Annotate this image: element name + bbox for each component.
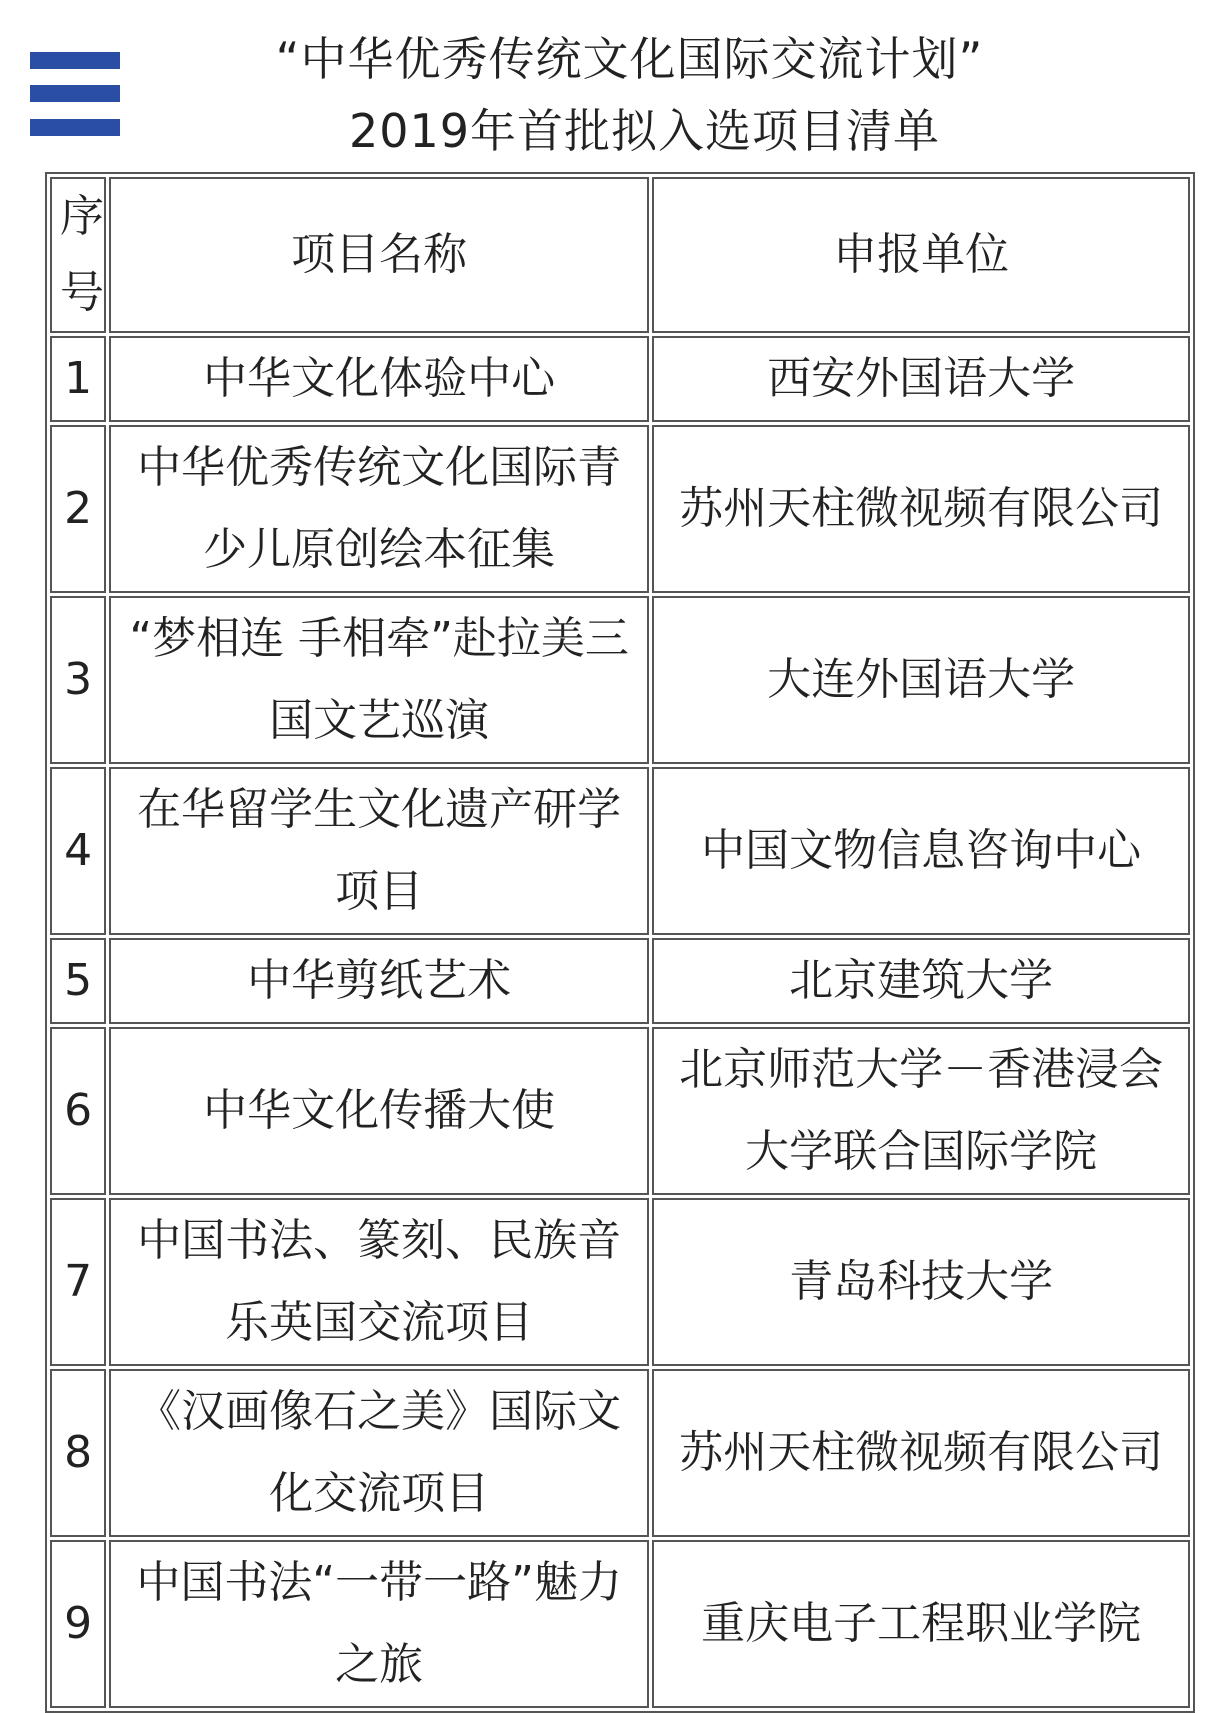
row-applicant-unit: 中国文物信息咨询中心 — [652, 767, 1190, 935]
row-project-name: 在华留学生文化遗产研学项目 — [109, 767, 649, 935]
table-row — [50, 596, 1190, 764]
row-project-name: “梦相连 手相牵”赴拉美三国文艺巡演 — [109, 596, 649, 764]
table-row — [50, 1198, 1190, 1366]
header-serial-number-line2: 号 — [60, 267, 104, 318]
row-project-name: 《汉画像石之美》国际文化交流项目 — [109, 1369, 649, 1537]
table-row — [50, 938, 1190, 1024]
table-row — [50, 1027, 1190, 1195]
table-row — [50, 1540, 1190, 1708]
row-project-name: 中国书法“一带一路”魅力之旅 — [109, 1540, 649, 1708]
row-serial-number: 9 — [50, 1540, 106, 1708]
table-row — [50, 767, 1190, 935]
table-row — [50, 1369, 1190, 1537]
row-applicant-unit: 苏州天柱微视频有限公司 — [652, 425, 1190, 593]
row-project-name: 中华文化体验中心 — [109, 336, 649, 422]
row-serial-number: 7 — [50, 1198, 106, 1366]
row-applicant-unit: 北京师范大学－香港浸会大学联合国际学院 — [652, 1027, 1190, 1195]
header-serial-number-line1: 序 — [60, 191, 104, 242]
row-project-name: 中华文化传播大使 — [109, 1027, 649, 1195]
row-serial-number: 2 — [50, 425, 106, 593]
row-applicant-unit: 重庆电子工程职业学院 — [652, 1540, 1190, 1708]
project-list-table — [45, 172, 1195, 1713]
title-line-2: 2019年首批拟入选项目清单 — [348, 104, 941, 158]
page-title — [0, 28, 1229, 162]
header-project-name: 项目名称 — [109, 177, 649, 333]
row-applicant-unit: 青岛科技大学 — [652, 1198, 1190, 1366]
title-line-1: “中华优秀传统文化国际交流计划” — [275, 32, 984, 86]
row-serial-number: 5 — [50, 938, 106, 1024]
row-serial-number: 8 — [50, 1369, 106, 1537]
table-header-row — [50, 177, 1190, 333]
row-project-name: 中华优秀传统文化国际青少儿原创绘本征集 — [109, 425, 649, 593]
row-applicant-unit: 北京建筑大学 — [652, 938, 1190, 1024]
row-applicant-unit: 西安外国语大学 — [652, 336, 1190, 422]
row-project-name: 中国书法、篆刻、民族音乐英国交流项目 — [109, 1198, 649, 1366]
row-applicant-unit: 苏州天柱微视频有限公司 — [652, 1369, 1190, 1537]
row-serial-number: 6 — [50, 1027, 106, 1195]
row-serial-number: 1 — [50, 336, 106, 422]
header-applicant-unit: 申报单位 — [652, 177, 1190, 333]
table-row — [50, 336, 1190, 422]
row-project-name: 中华剪纸艺术 — [109, 938, 649, 1024]
row-serial-number: 4 — [50, 767, 106, 935]
table-row — [50, 425, 1190, 593]
header-serial-number — [50, 177, 106, 333]
row-serial-number: 3 — [50, 596, 106, 764]
row-applicant-unit: 大连外国语大学 — [652, 596, 1190, 764]
